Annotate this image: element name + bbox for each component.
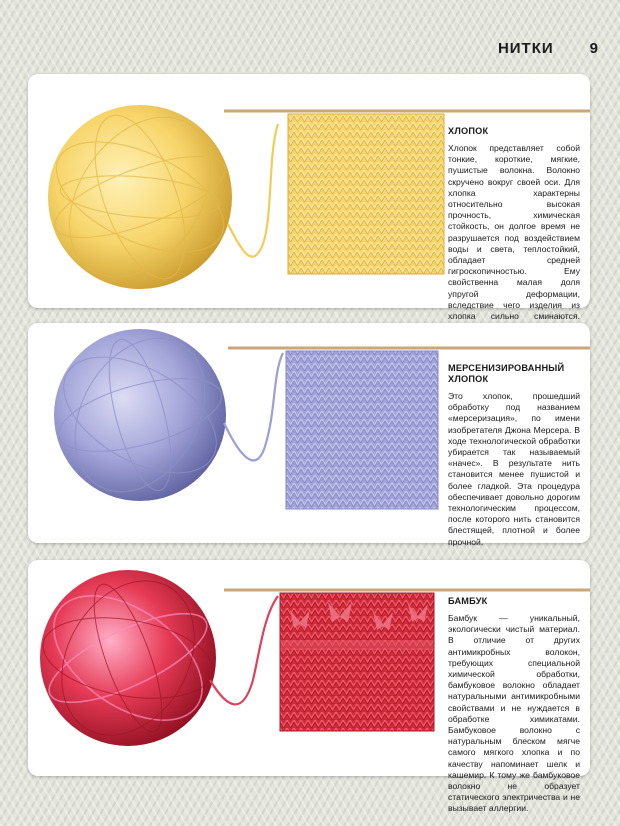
- section-text: [448, 363, 580, 548]
- section-heading: ХЛОПОК: [448, 126, 489, 136]
- knitted-swatch: [288, 114, 444, 274]
- yarn-strand: [210, 596, 278, 704]
- section-heading: МЕРСЕНИЗИРОВАННЫЙ ХЛОПОК: [448, 363, 565, 384]
- section-text: [448, 596, 580, 815]
- section-heading: БАМБУК: [448, 596, 488, 606]
- section-body: Бамбук — уникальный, экологически чистый материал. В отличие от других антимикробных волокон, требующих специальной химической обработки, бамбуковое волокно обладает натуральными антимикробными свойствами и не нуждается в обработке химикатами. Бамбуковое волокно с натуральным блеском мягче самого мягкого хлопка и по качеству напоминает шелк и кашемир. К тому же бамбуковое волокно не образует статического электричества и не вызывает аллергии.: [448, 613, 580, 814]
- section-cotton: [28, 74, 590, 322]
- yarn-ball: [48, 105, 232, 289]
- section-text: [448, 126, 580, 345]
- knitted-swatch: [286, 351, 438, 509]
- page-number: 9: [589, 39, 598, 57]
- section-bamboo: [28, 560, 590, 814]
- section-mercerized-cotton: [28, 323, 590, 547]
- yarn-strand: [228, 124, 278, 257]
- yarn-ball: [40, 570, 216, 746]
- yarn-strand: [224, 353, 283, 460]
- section-body: Это хлопок, прошедший обработку под названием «мерсеризация», по имени изобретателя Джона Мерсера. В ходе технологической обработки убирается так называемый «начес». В результате нить становится менее пушистой и более гладкой. Эта процедура обеспечивает довольно дорогим технологическим процессом, после которого нить становится блестящей, плотной и более прочной.: [448, 391, 580, 547]
- page-header: [498, 36, 598, 60]
- chapter-title: НИТКИ: [497, 39, 554, 57]
- section-body: Хлопок представляет собой тонкие, короткие, мягкие, пушистые волокна. Волокно скручено вокруг своей оси. Для хлопка характерны относительно высокая прочность, химическая стойкость, он долгое время не разрушается под воздействием воды и света, теплостойкий, обладает средней гигроскопичностью. Ему свойственна малая доля упругой деформации, вследствие чего изделия из хлопка сильно сминаются.: [448, 143, 580, 322]
